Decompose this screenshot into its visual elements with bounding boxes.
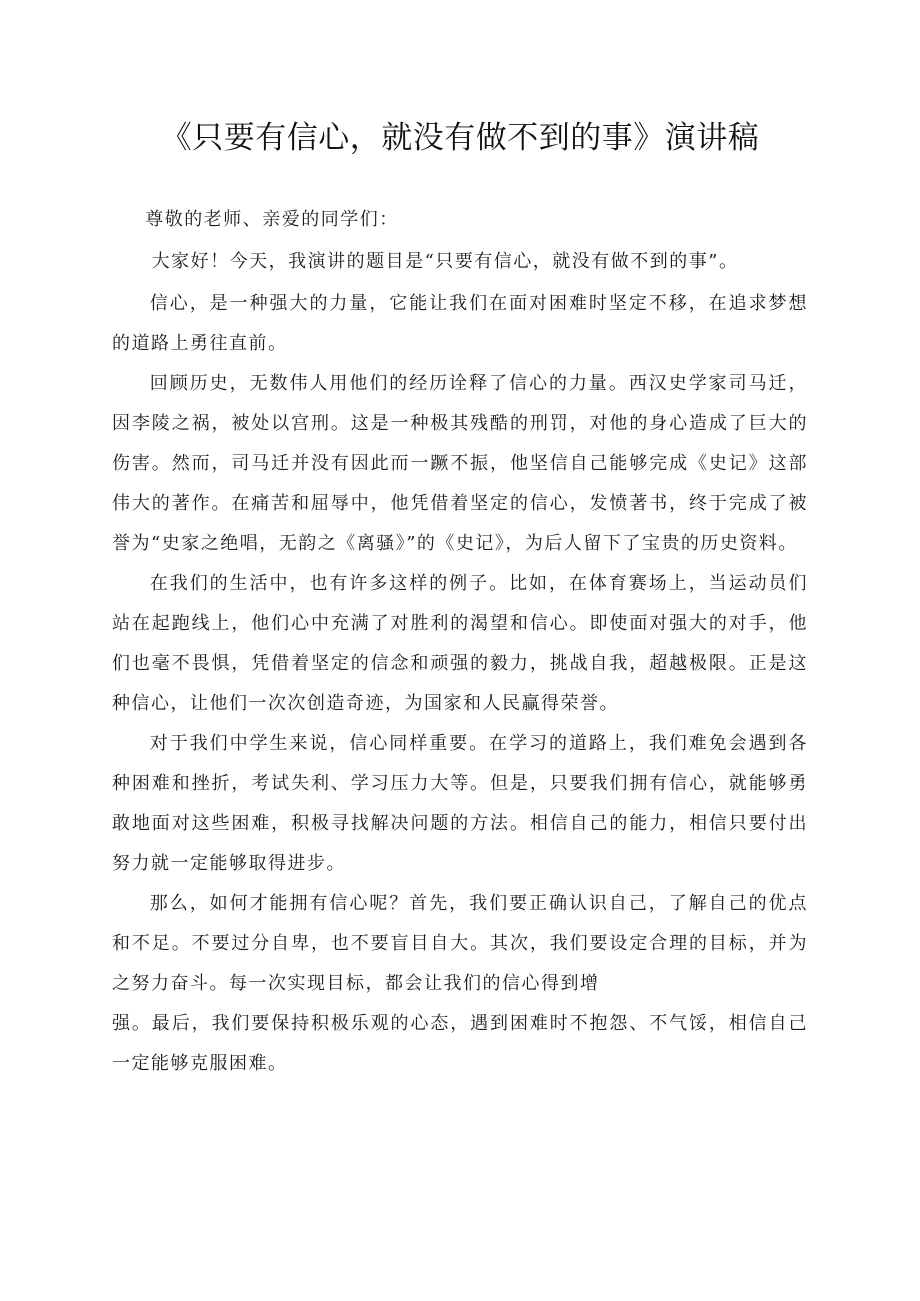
document-title: 《只要有信心，就没有做不到的事》演讲稿 [160, 120, 760, 156]
paragraph-life-examples: 在我们的生活中，也有许多这样的例子。比如，在体育赛场上，当运动员们站在起跑线上，他们心中充满了对胜利的渴望和信心。即使面对强大的对手，他们也毫不畏惧，凭借着坚定的信念和顽强的毅力，挑战自我，超越极限。正是这种信心，让他们一次次创造奇迹，为国家和人民赢得荣誉。 [112, 573, 808, 714]
salutation: 尊敬的老师、亲爱的同学们： [145, 209, 399, 230]
paragraph-greeting: 大家好！今天，我演讲的题目是“只要有信心，就没有做不到的事”。 [151, 251, 739, 272]
document-body [112, 200, 808, 1084]
paragraph-definition: 信心，是一种强大的力量，它能让我们在面对困难时坚定不移，在追求梦想的道路上勇往直前。 [112, 293, 808, 354]
paragraph-how-to: 那么，如何才能拥有信心呢？首先，我们要正确认识自己，了解自己的优点和不足。不要过分自卑，也不要盲目自大。其次，我们要设定合理的目标，并为之努力奋斗。每一次实现目标，都会让我们的信心得到增 [112, 893, 808, 994]
paragraph-conclusion: 强。最后，我们要保持积极乐观的心态，遇到困难时不抱怨、不气馁，相信自己一定能够克服困难。 [112, 1013, 808, 1074]
paragraph-history: 回顾历史，无数伟人用他们的经历诠释了信心的力量。西汉史学家司马迁，因李陵之祸，被处以宫刑。这是一种极其残酷的刑罚，对他的身心造成了巨大的伤害。然而，司马迁并没有因此而一蹶不振，他坚信自己能够完成《史记》这部伟大的著作。在痛苦和屈辱中，他凭借着坚定的信心，发愤著书，终于完成了被誉为“史家之绝唱，无韵之《离骚》”的《史记》，为后人留下了宝贵的历史资料。 [112, 373, 808, 554]
paragraph-students: 对于我们中学生来说，信心同样重要。在学习的道路上，我们难免会遇到各种困难和挫折，考试失利、学习压力大等。但是，只要我们拥有信心，就能够勇敢地面对这些困难，积极寻找解决问题的方法。相信自己的能力，相信只要付出努力就一定能够取得进步。 [112, 733, 808, 874]
